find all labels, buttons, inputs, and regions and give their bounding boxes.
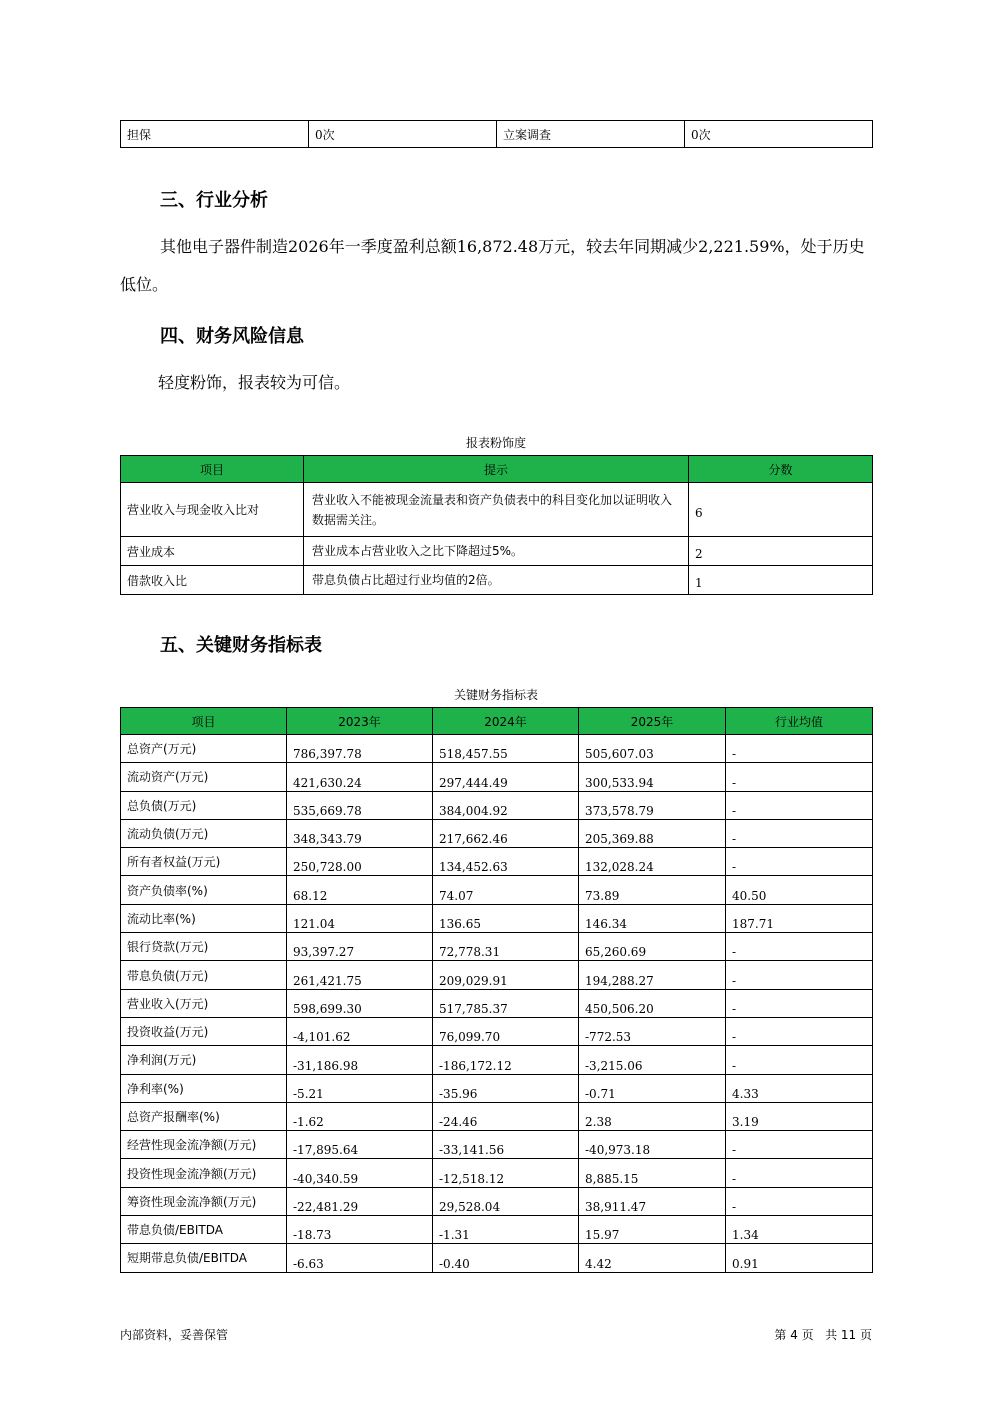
metric-name: 总资产(万元) bbox=[121, 735, 287, 763]
kpi-table-caption: 关键财务指标表 bbox=[453, 688, 538, 702]
table-header-row bbox=[121, 708, 873, 735]
metric-name: 筹资性现金流净额(万元) bbox=[121, 1187, 287, 1215]
column-header: 项目 bbox=[121, 708, 287, 735]
metric-value: -3,215.06 bbox=[579, 1046, 726, 1074]
metric-value: - bbox=[726, 961, 873, 989]
table-row bbox=[121, 566, 873, 595]
metric-value: 250,728.00 bbox=[287, 848, 433, 876]
metric-name: 银行贷款(万元) bbox=[121, 933, 287, 961]
risk-hint: 带息负债占比超过行业均值的2倍。 bbox=[304, 566, 689, 595]
metric-value: 505,607.03 bbox=[579, 735, 726, 763]
metric-value: - bbox=[726, 735, 873, 763]
metric-value: 93,397.27 bbox=[287, 933, 433, 961]
table-row bbox=[121, 483, 873, 537]
metric-value: 518,457.55 bbox=[433, 735, 579, 763]
metric-value: 136.65 bbox=[433, 904, 579, 932]
table-row bbox=[121, 121, 873, 148]
metric-value: - bbox=[726, 1131, 873, 1159]
table-row bbox=[121, 1074, 873, 1102]
metric-value: - bbox=[726, 1046, 873, 1074]
column-header: 项目 bbox=[121, 456, 304, 483]
metric-value: 384,004.92 bbox=[433, 791, 579, 819]
metric-value: -4,101.62 bbox=[287, 1017, 433, 1045]
metric-value: 3.19 bbox=[726, 1102, 873, 1130]
metric-value: 29,528.04 bbox=[433, 1187, 579, 1215]
risk-score: 6 bbox=[689, 483, 873, 537]
metric-name: 带息负债/EBITDA bbox=[121, 1216, 287, 1244]
metric-value: -24.46 bbox=[433, 1102, 579, 1130]
metric-name: 经营性现金流净额(万元) bbox=[121, 1131, 287, 1159]
metric-value: 4.42 bbox=[579, 1244, 726, 1272]
kpi-table-body bbox=[121, 735, 873, 1273]
table-row bbox=[121, 1046, 873, 1074]
risk-item: 营业成本 bbox=[121, 537, 304, 566]
metric-value: 187.71 bbox=[726, 904, 873, 932]
metric-name: 流动负债(万元) bbox=[121, 819, 287, 847]
risk-item: 营业收入与现金收入比对 bbox=[121, 483, 304, 537]
metric-value: 1.34 bbox=[726, 1216, 873, 1244]
metric-value: 348,343.79 bbox=[287, 819, 433, 847]
table-row bbox=[121, 933, 873, 961]
metric-value: - bbox=[726, 763, 873, 791]
metric-value: - bbox=[726, 1187, 873, 1215]
table-row bbox=[121, 876, 873, 904]
table-row bbox=[121, 904, 873, 932]
table-row bbox=[121, 1102, 873, 1130]
table-row bbox=[121, 989, 873, 1017]
table-cell: 0次 bbox=[309, 121, 497, 148]
risk-hint: 营业收入不能被现金流量表和资产负债表中的科目变化加以证明收入数据需关注。 bbox=[304, 483, 689, 537]
metric-value: - bbox=[726, 933, 873, 961]
table-row bbox=[121, 1216, 873, 1244]
metric-name: 总负债(万元) bbox=[121, 791, 287, 819]
table-row bbox=[121, 791, 873, 819]
risk-item: 借款收入比 bbox=[121, 566, 304, 595]
risk-hint: 营业成本占营业收入之比下降超过5%。 bbox=[304, 537, 689, 566]
metric-value: - bbox=[726, 1017, 873, 1045]
metric-value: 598,699.30 bbox=[287, 989, 433, 1017]
table-row bbox=[121, 1187, 873, 1215]
metric-value: -33,141.56 bbox=[433, 1131, 579, 1159]
section5-title: 五、关键财务指标表 bbox=[160, 635, 322, 656]
metric-value: 205,369.88 bbox=[579, 819, 726, 847]
metric-value: 134,452.63 bbox=[433, 848, 579, 876]
metric-value: 517,785.37 bbox=[433, 989, 579, 1017]
risk-table bbox=[120, 455, 873, 595]
table-row bbox=[121, 537, 873, 566]
metric-value: - bbox=[726, 1159, 873, 1187]
column-header: 提示 bbox=[304, 456, 689, 483]
metric-value: -186,172.12 bbox=[433, 1046, 579, 1074]
table-row bbox=[121, 1131, 873, 1159]
metric-value: 297,444.49 bbox=[433, 763, 579, 791]
metric-name: 流动资产(万元) bbox=[121, 763, 287, 791]
column-header: 分数 bbox=[689, 456, 873, 483]
metric-name: 短期带息负债/EBITDA bbox=[121, 1244, 287, 1272]
table-row bbox=[121, 961, 873, 989]
metric-value: -0.71 bbox=[579, 1074, 726, 1102]
metric-name: 总资产报酬率(%) bbox=[121, 1102, 287, 1130]
risk-table-caption: 报表粉饰度 bbox=[465, 436, 526, 450]
metric-value: 261,421.75 bbox=[287, 961, 433, 989]
metric-value: 4.33 bbox=[726, 1074, 873, 1102]
table-row bbox=[121, 735, 873, 763]
metric-name: 净利率(%) bbox=[121, 1074, 287, 1102]
footer-left: 内部资料，妥善保管 bbox=[120, 1328, 229, 1342]
metric-value: 72,778.31 bbox=[433, 933, 579, 961]
table-cell: 立案调查 bbox=[497, 121, 685, 148]
metric-value: 2.38 bbox=[579, 1102, 726, 1130]
metric-value: 65,260.69 bbox=[579, 933, 726, 961]
table-cell: 担保 bbox=[121, 121, 309, 148]
metric-value: -1.62 bbox=[287, 1102, 433, 1130]
metric-value: 76,099.70 bbox=[433, 1017, 579, 1045]
metric-value: -40,340.59 bbox=[287, 1159, 433, 1187]
column-header: 行业均值 bbox=[726, 708, 873, 735]
column-header: 2025年 bbox=[579, 708, 726, 735]
section4-paragraph: 轻度粉饰，报表较为可信。 bbox=[158, 373, 351, 392]
metric-value: 68.12 bbox=[287, 876, 433, 904]
table-row bbox=[121, 819, 873, 847]
table-cell: 0次 bbox=[685, 121, 873, 148]
metric-value: - bbox=[726, 791, 873, 819]
metric-value: -12,518.12 bbox=[433, 1159, 579, 1187]
column-header: 2024年 bbox=[433, 708, 579, 735]
kpi-table bbox=[120, 707, 873, 1273]
metric-value: 38,911.47 bbox=[579, 1187, 726, 1215]
metric-value: -31,186.98 bbox=[287, 1046, 433, 1074]
metric-value: 40.50 bbox=[726, 876, 873, 904]
metric-value: -17,895.64 bbox=[287, 1131, 433, 1159]
table-row bbox=[121, 1159, 873, 1187]
table-row bbox=[121, 848, 873, 876]
metric-value: 209,029.91 bbox=[433, 961, 579, 989]
metric-value: 15.97 bbox=[579, 1216, 726, 1244]
metric-name: 投资收益(万元) bbox=[121, 1017, 287, 1045]
metric-value: -40,973.18 bbox=[579, 1131, 726, 1159]
section3-paragraph: 其他电子器件制造2026年一季度盈利总额16,872.48万元，较去年同期减少2,221.59%，处于历史低位。 bbox=[120, 237, 865, 294]
metric-value: -5.21 bbox=[287, 1074, 433, 1102]
metric-value: 74.07 bbox=[433, 876, 579, 904]
metric-name: 净利润(万元) bbox=[121, 1046, 287, 1074]
risk-score: 2 bbox=[689, 537, 873, 566]
metric-value: 132,028.24 bbox=[579, 848, 726, 876]
section4-title: 四、财务风险信息 bbox=[160, 326, 304, 347]
metric-value: -18.73 bbox=[287, 1216, 433, 1244]
page-number: 第 4 页 共 11 页 bbox=[774, 1328, 872, 1342]
metric-value: 194,288.27 bbox=[579, 961, 726, 989]
metric-value: - bbox=[726, 989, 873, 1017]
metric-value: -772.53 bbox=[579, 1017, 726, 1045]
risk-score: 1 bbox=[689, 566, 873, 595]
metric-name: 带息负债(万元) bbox=[121, 961, 287, 989]
metric-name: 投资性现金流净额(万元) bbox=[121, 1159, 287, 1187]
metric-value: 300,533.94 bbox=[579, 763, 726, 791]
metric-value: 217,662.46 bbox=[433, 819, 579, 847]
metric-value: 0.91 bbox=[726, 1244, 873, 1272]
metric-value: -0.40 bbox=[433, 1244, 579, 1272]
metric-value: 373,578.79 bbox=[579, 791, 726, 819]
metric-name: 营业收入(万元) bbox=[121, 989, 287, 1017]
metric-value: 73.89 bbox=[579, 876, 726, 904]
metric-value: 8,885.15 bbox=[579, 1159, 726, 1187]
metric-name: 流动比率(%) bbox=[121, 904, 287, 932]
metric-value: -35.96 bbox=[433, 1074, 579, 1102]
metric-value: 786,397.78 bbox=[287, 735, 433, 763]
metric-name: 所有者权益(万元) bbox=[121, 848, 287, 876]
metric-name: 资产负债率(%) bbox=[121, 876, 287, 904]
metric-value: -22,481.29 bbox=[287, 1187, 433, 1215]
table-row bbox=[121, 1244, 873, 1272]
metric-value: 421,630.24 bbox=[287, 763, 433, 791]
guarantee-investigation-table bbox=[120, 120, 873, 148]
metric-value: - bbox=[726, 848, 873, 876]
column-header: 2023年 bbox=[287, 708, 433, 735]
metric-value: 535,669.78 bbox=[287, 791, 433, 819]
table-header-row bbox=[121, 456, 873, 483]
section3-title: 三、行业分析 bbox=[160, 190, 268, 211]
metric-value: 450,506.20 bbox=[579, 989, 726, 1017]
metric-value: 146.34 bbox=[579, 904, 726, 932]
metric-value: -6.63 bbox=[287, 1244, 433, 1272]
metric-value: -1.31 bbox=[433, 1216, 579, 1244]
table-row bbox=[121, 1017, 873, 1045]
metric-value: 121.04 bbox=[287, 904, 433, 932]
table-row bbox=[121, 763, 873, 791]
metric-value: - bbox=[726, 819, 873, 847]
